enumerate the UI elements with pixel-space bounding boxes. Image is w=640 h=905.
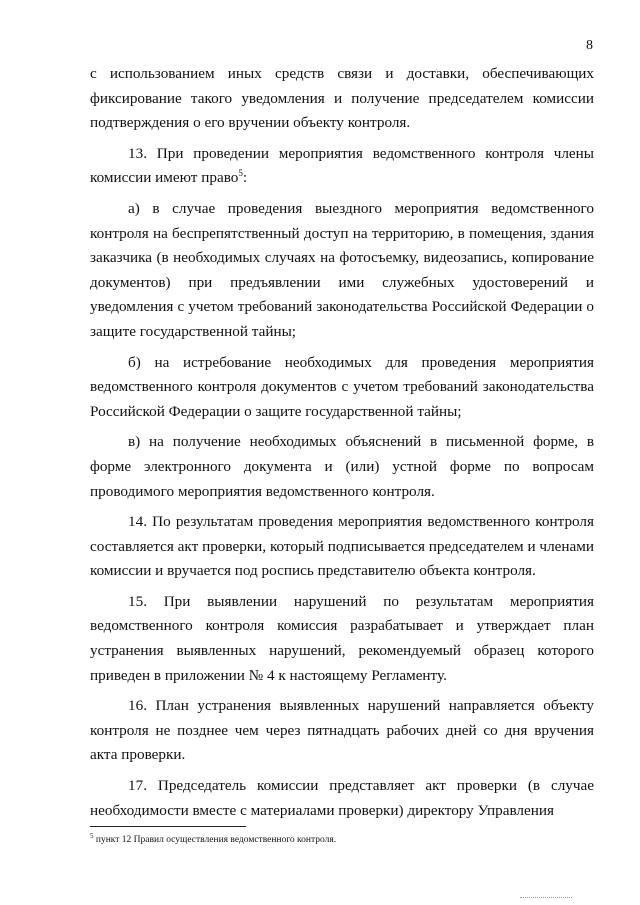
paragraph-13a: а) в случае проведения выездного мероприятия ведомственного контроля на беспрепятственный доступ на территорию, в помещения, здания заказчика (в необходимых случаях на фотосъемку, видеозапись, копирование документов) при предъявлении ими служебных удостоверений и уведомления с учетом требований законодательства Российской Федерации о защите государственной тайны;	[90, 199, 594, 340]
paragraph-13b: б) на истребование необходимых для проведения мероприятия ведомственного контроля документов с учетом требований законодательства Российской Федерации о защите государственной тайны;	[90, 353, 594, 420]
footnote	[90, 831, 594, 846]
footnote-separator	[90, 826, 246, 827]
paragraph-17: 17. Председатель комиссии представляет акт проверки (в случае необходимости вместе с материалами проверки) директору Управления	[90, 777, 594, 819]
paragraph-13	[90, 142, 594, 191]
paragraph-13-colon: :	[242, 169, 248, 187]
paragraph-continuation: с использованием иных средств связи и доставки, обеспечивающих фиксирование такого уведомления и получение председателем комиссии подтверждения о его вручении объекту контроля.	[90, 65, 594, 132]
paragraph-13c: в) на получение необходимых объяснений в письменной форме, в форме электронного документа и (или) устной форме по вопросам проводимого мероприятия ведомственного контроля.	[90, 433, 594, 500]
footnote-marker: 5	[90, 831, 94, 840]
footnote-reference: 5	[238, 168, 243, 179]
scan-artifact	[520, 897, 572, 900]
paragraph-14: 14. По результатам проведения мероприятия ведомственного контроля составляется акт проверки, который подписывается председателем и членами комиссии и вручается под роспись представителю объекта контроля.	[90, 513, 594, 580]
paragraph-13-text: 13. При проведении мероприятия ведомственного контроля члены комиссии имеют право	[90, 144, 594, 187]
footnote-text: пункт 12 Правил осуществления ведомственного контроля.	[93, 835, 337, 845]
paragraph-16: 16. План устранения выявленных нарушений направляется объекту контроля не позднее чем через пятнадцать рабочих дней со дня вручения акта проверки.	[90, 697, 594, 764]
page-number: 8	[586, 38, 593, 53]
document-body	[90, 62, 594, 829]
paragraph-15: 15. При выявлении нарушений по результатам мероприятия ведомственного контроля комиссия разрабатывает и утверждает план устранения выявленных нарушений, рекомендуемый образец которого приведен в приложении № 4 к настоящему Регламенту.	[90, 592, 594, 684]
